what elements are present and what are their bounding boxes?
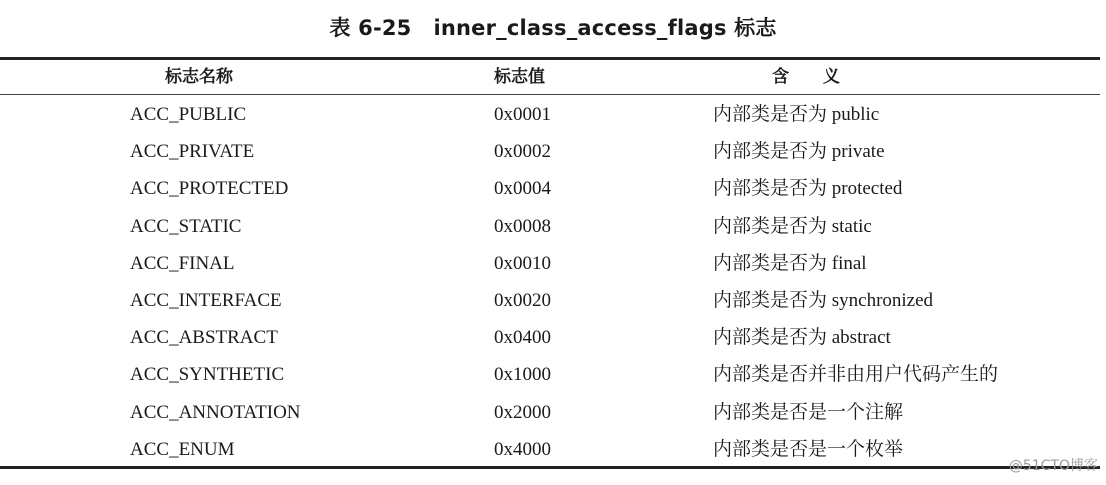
flag-name-cell: ACC_SYNTHETIC bbox=[130, 364, 285, 386]
flag-name-cell: ACC_INTERFACE bbox=[130, 289, 282, 311]
meaning-cell: 内部类是否并非由用户代码产生的 bbox=[713, 364, 999, 386]
flag-value-cell: 0x0004 bbox=[494, 178, 551, 200]
flag-value-cell: 0x0001 bbox=[494, 104, 551, 125]
table-row bbox=[0, 319, 1100, 356]
meaning-cell: 内部类是否为 protected bbox=[713, 178, 903, 200]
meaning-cell: 内部类是否为 final bbox=[713, 252, 867, 274]
table-body bbox=[0, 96, 1100, 468]
flag-value-cell: 0x2000 bbox=[494, 401, 551, 423]
flag-name-cell: ACC_ABSTRACT bbox=[130, 327, 278, 349]
flag-name-cell: ACC_ANNOTATION bbox=[130, 401, 301, 423]
table-row bbox=[0, 96, 1100, 133]
flag-value-cell: 0x0002 bbox=[494, 141, 551, 163]
table-row bbox=[0, 208, 1100, 245]
header-rule bbox=[0, 94, 1100, 95]
header-meaning: 含 义 bbox=[772, 67, 854, 87]
flag-value-cell: 0x0400 bbox=[494, 327, 551, 349]
flag-name-cell: ACC_FINAL bbox=[130, 252, 235, 274]
meaning-cell: 内部类是否为 private bbox=[713, 141, 885, 163]
meaning-cell: 内部类是否为 public bbox=[713, 104, 880, 125]
table-row bbox=[0, 394, 1100, 431]
flag-value-cell: 0x0008 bbox=[494, 215, 551, 237]
table-title: inner_class_access_flags 标志 bbox=[433, 16, 777, 40]
meaning-cell: 内部类是否是一个枚举 bbox=[713, 438, 904, 460]
flag-value-cell: 0x0010 bbox=[494, 252, 551, 274]
meaning-cell: 内部类是否为 abstract bbox=[713, 327, 891, 349]
flag-value-cell: 0x1000 bbox=[494, 364, 551, 386]
bottom-rule bbox=[0, 466, 1100, 469]
flag-name-cell: ACC_PRIVATE bbox=[130, 141, 255, 163]
watermark: @51CTO博客 bbox=[1008, 458, 1098, 474]
table-row bbox=[0, 282, 1100, 319]
meaning-cell: 内部类是否是一个注解 bbox=[713, 401, 904, 423]
flag-name-cell: ACC_STATIC bbox=[130, 215, 242, 237]
meaning-cell: 内部类是否为 static bbox=[713, 215, 872, 237]
table-row bbox=[0, 245, 1100, 282]
table-row bbox=[0, 133, 1100, 170]
table-row bbox=[0, 431, 1100, 468]
top-rule bbox=[0, 57, 1100, 60]
flag-name-cell: ACC_ENUM bbox=[130, 438, 235, 460]
flag-name-cell: ACC_PUBLIC bbox=[130, 104, 247, 125]
table-row bbox=[0, 170, 1100, 207]
table-row bbox=[0, 356, 1100, 393]
header-flag-value: 标志值 bbox=[494, 67, 545, 87]
table-number: 表 6-25 bbox=[329, 16, 412, 40]
flag-name-cell: ACC_PROTECTED bbox=[130, 178, 289, 200]
table-caption bbox=[0, 12, 1106, 42]
header-flag-name: 标志名称 bbox=[165, 67, 233, 87]
flag-value-cell: 0x4000 bbox=[494, 438, 551, 460]
flag-value-cell: 0x0020 bbox=[494, 289, 551, 311]
meaning-cell: 内部类是否为 synchronized bbox=[713, 289, 934, 311]
